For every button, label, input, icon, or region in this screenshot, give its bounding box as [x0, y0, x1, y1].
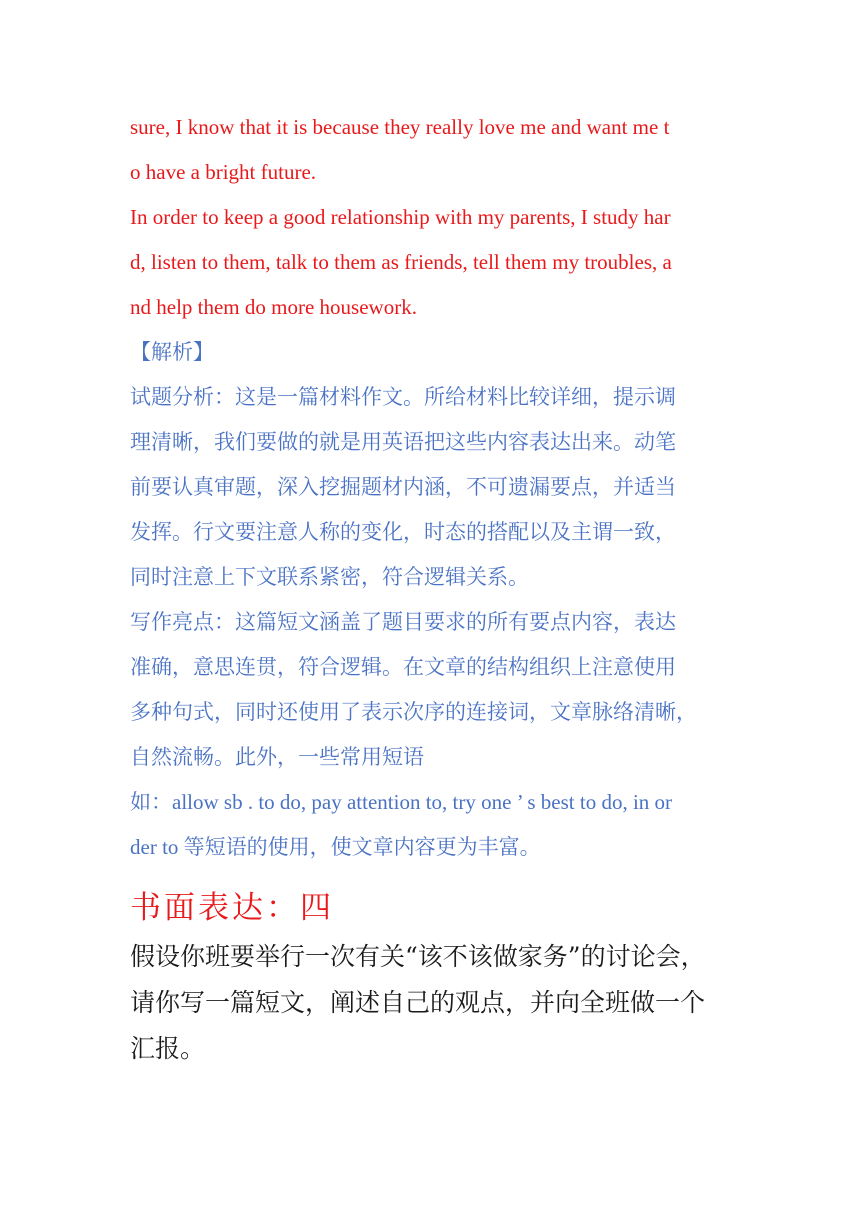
analysis-line: 准确，意思连贯，符合逻辑。在文章的结构组织上注意使用	[130, 655, 676, 679]
analysis-line: 发挥。行文要注意人称的变化，时态的搭配以及主谓一致，	[130, 520, 676, 544]
answer-line: o have a bright future.	[130, 160, 317, 184]
analysis-line: der to 等短语的使用，使文章内容更为丰富。	[130, 835, 541, 859]
analysis-label: 【解析】	[130, 340, 214, 364]
answer-line: nd help them do more housework.	[130, 295, 417, 319]
analysis-line: 自然流畅。此外，一些常用短语	[130, 745, 424, 769]
analysis-line: 如：allow sb . to do, pay attention to, try one ’ s best to do, in or	[130, 790, 673, 814]
document-page	[130, 105, 730, 1072]
analysis-line: 同时注意上下文联系紧密，符合逻辑关系。	[130, 565, 529, 589]
section-heading: 书面表达：四	[130, 890, 334, 926]
prompt-line: 请你写一篇短文，阐述自己的观点，并向全班做一个	[130, 988, 706, 1017]
prompt-line: 汇报。	[130, 1034, 206, 1063]
analysis-line: 写作亮点：这篇短文涵盖了题目要求的所有要点内容，表达	[130, 610, 676, 634]
answer-line: In order to keep a good relationship with my parents, I study har	[130, 205, 671, 229]
answer-line: sure, I know that it is because they really love me and want me t	[130, 115, 670, 139]
prompt-line: 假设你班要举行一次有关“该不该做家务”的讨论会，	[130, 942, 706, 971]
analysis-line: 多种句式，同时还使用了表示次序的连接词，文章脉络清晰，	[130, 700, 697, 724]
answer-line: d, listen to them, talk to them as friends, tell them my troubles, a	[130, 250, 672, 274]
analysis-line: 试题分析：这是一篇材料作文。所给材料比较详细，提示调	[130, 385, 676, 409]
analysis-line: 理清晰，我们要做的就是用英语把这些内容表达出来。动笔	[130, 430, 676, 454]
analysis-line: 前要认真审题，深入挖掘题材内涵，不可遗漏要点，并适当	[130, 475, 676, 499]
